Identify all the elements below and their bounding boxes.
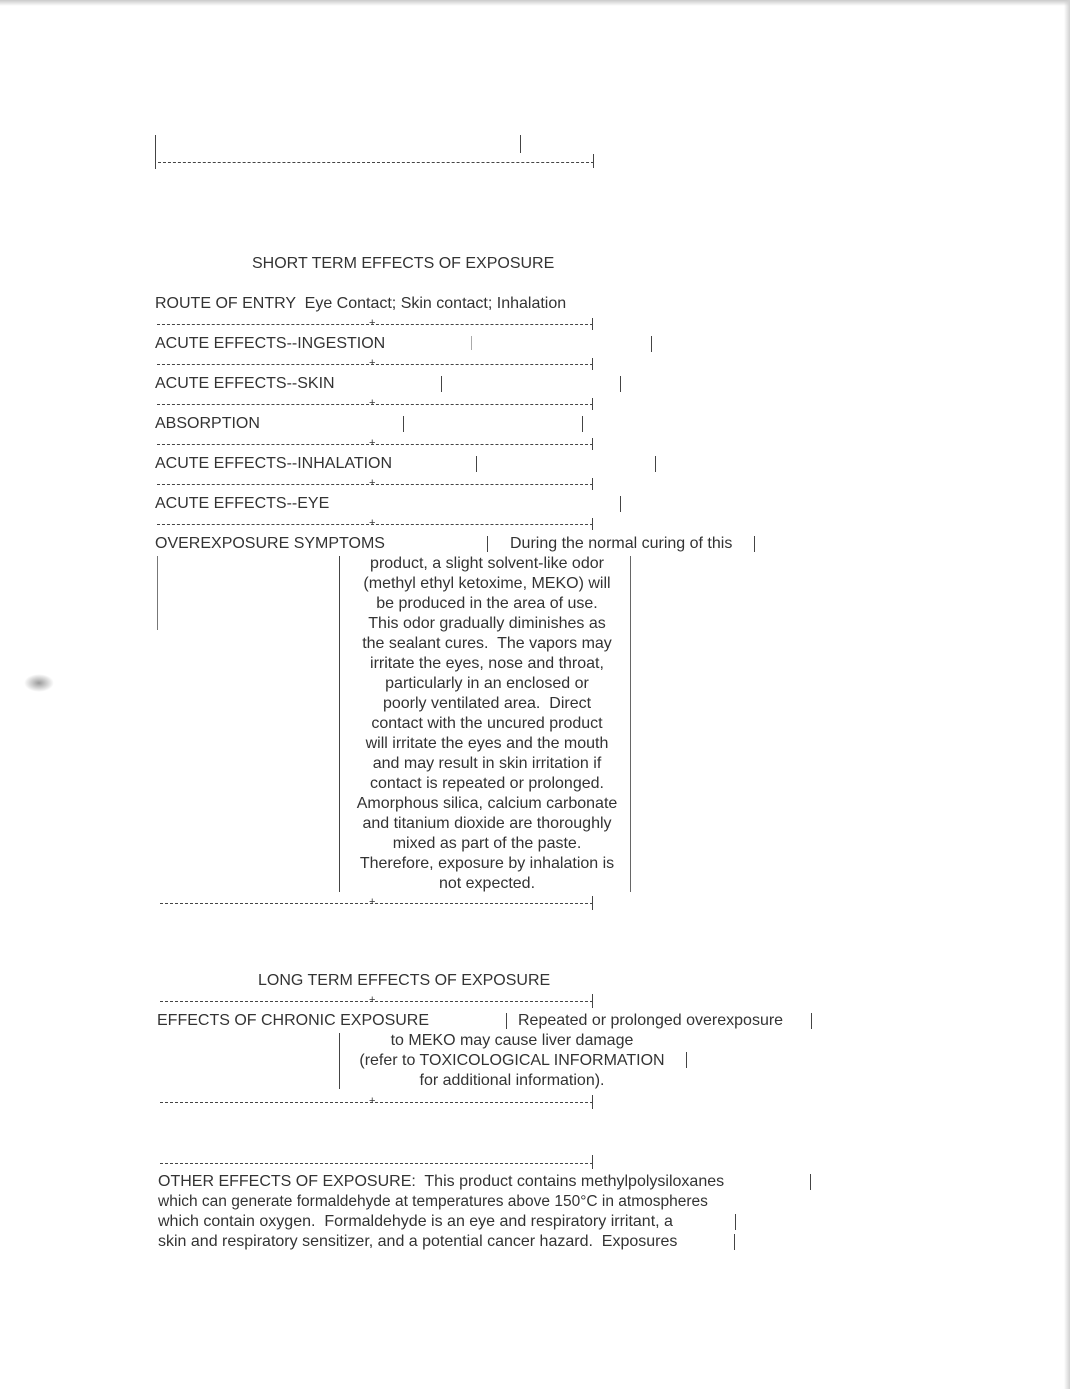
table-border — [651, 336, 652, 352]
row-label-absorption: ABSORPTION — [155, 415, 260, 432]
other-effects-line: which contain oxygen. Formaldehyde is an eye and respiratory irritant, a — [158, 1213, 673, 1230]
overexposure-line: This odor gradually diminishes as — [368, 615, 606, 632]
section-title-long-term: LONG TERM EFFECTS OF EXPOSURE — [258, 972, 551, 989]
rule-joint: + — [369, 317, 376, 329]
rule-joint: + — [369, 397, 376, 409]
table-border — [155, 135, 156, 169]
rule-joint: + — [369, 1095, 376, 1107]
overexposure-line: irritate the eyes, nose and throat, — [370, 655, 604, 672]
table-rule — [160, 1001, 593, 1002]
table-border — [476, 456, 477, 472]
table-border — [592, 438, 593, 450]
table-border — [592, 518, 593, 530]
rule-joint: + — [369, 357, 376, 369]
table-border — [592, 398, 593, 410]
rule-joint: + — [369, 477, 376, 489]
overexposure-line: and titanium dioxide are thoroughly — [362, 815, 612, 832]
overexposure-line: (methyl ethyl ketoxime, MEKO) will — [363, 575, 611, 592]
table-border — [592, 994, 593, 1008]
table-border — [403, 416, 404, 432]
table-border — [582, 416, 583, 432]
overexposure-line: mixed as part of the paste. — [392, 835, 582, 852]
overexposure-line: product, a slight solvent-like odor — [370, 555, 604, 572]
table-border — [157, 556, 158, 630]
table-border — [810, 1174, 811, 1190]
table-border — [735, 1214, 736, 1230]
other-effects-line: OTHER EFFECTS OF EXPOSURE: This product contains methylpolysiloxanes — [158, 1173, 725, 1190]
overexposure-line: will irritate the eyes and the mouth — [365, 735, 609, 752]
table-rule — [158, 162, 594, 163]
row-label-overexposure: OVEREXPOSURE SYMPTOMS — [155, 535, 385, 552]
table-border — [754, 536, 755, 552]
table-border — [592, 896, 593, 910]
table-border — [811, 1013, 812, 1029]
overexposure-line: not expected. — [438, 875, 536, 892]
table-border — [487, 536, 488, 552]
table-border — [506, 1013, 507, 1029]
table-border — [339, 556, 340, 892]
overexposure-line: contact is repeated or prolonged. — [370, 775, 604, 792]
chronic-line: (refer to TOXICOLOGICAL INFORMATION — [359, 1052, 665, 1069]
table-border — [593, 154, 594, 168]
table-border — [592, 1095, 593, 1109]
table-border — [734, 1234, 735, 1250]
other-effects-line: which can generate formaldehyde at temperatures above 150°C in atmospheres — [158, 1193, 708, 1210]
rule-joint: + — [369, 896, 376, 908]
section-title-short-term: SHORT TERM EFFECTS OF EXPOSURE — [252, 255, 555, 272]
row-label-eye: ACUTE EFFECTS--EYE — [155, 495, 330, 512]
chronic-line: to MEKO may cause liver damage — [390, 1032, 634, 1049]
overexposure-line: poorly ventilated area. Direct — [382, 695, 592, 712]
table-border — [620, 376, 621, 392]
overexposure-line: and may result in skin irritation if — [372, 755, 602, 772]
chronic-line: for additional information). — [419, 1072, 605, 1089]
rule-joint: + — [369, 517, 376, 529]
table-border — [441, 376, 442, 392]
table-border — [592, 318, 593, 330]
overexposure-line: the sealant cures. The vapors may — [362, 635, 612, 652]
overexposure-line: particularly in an enclosed or — [385, 675, 589, 692]
overexposure-line: be produced in the area of use. — [376, 595, 598, 612]
table-rule — [160, 903, 593, 904]
table-rule — [160, 1163, 593, 1164]
row-label-ingestion: ACUTE EFFECTS--INGESTION — [155, 335, 386, 352]
overexposure-line: Amorphous silica, calcium carbonate — [356, 795, 618, 812]
table-border — [520, 135, 521, 153]
scan-smudge — [24, 674, 54, 692]
scan-edge-top — [0, 0, 1070, 6]
table-border — [620, 496, 621, 512]
table-border — [592, 478, 593, 490]
chronic-line: Repeated or prolonged overexposure — [518, 1012, 784, 1029]
table-border — [471, 336, 472, 350]
scan-edge-right — [1064, 0, 1070, 1389]
overexposure-line: contact with the uncured product — [371, 715, 603, 732]
overexposure-line: Therefore, exposure by inhalation is — [359, 855, 615, 872]
route-of-entry: ROUTE OF ENTRY Eye Contact; Skin contact; Inhalation — [155, 295, 567, 312]
row-label-chronic: EFFECTS OF CHRONIC EXPOSURE — [157, 1012, 430, 1029]
row-label-skin: ACUTE EFFECTS--SKIN — [155, 375, 335, 392]
rule-joint: + — [369, 994, 376, 1006]
table-border — [686, 1052, 687, 1068]
row-label-inhalation: ACUTE EFFECTS--INHALATION — [155, 455, 393, 472]
rule-joint: + — [369, 437, 376, 449]
table-border — [592, 358, 593, 370]
table-border — [655, 456, 656, 472]
table-rule — [160, 1102, 593, 1103]
other-effects-line: skin and respiratory sensitizer, and a potential cancer hazard. Exposures — [158, 1233, 678, 1250]
table-border — [339, 1033, 340, 1089]
overexposure-line: During the normal curing of this — [510, 535, 733, 552]
table-border — [592, 1155, 593, 1169]
